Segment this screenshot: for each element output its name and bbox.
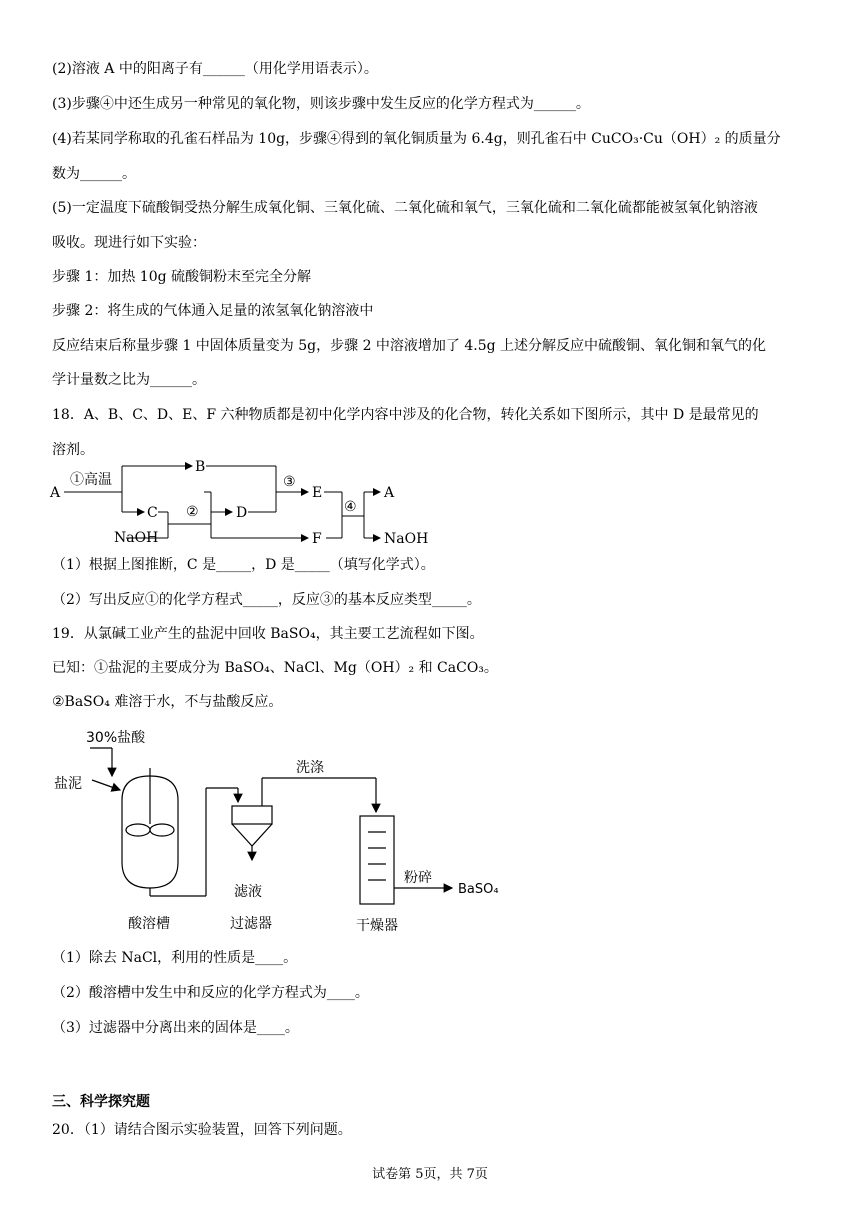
node-C: C [147,505,158,521]
q18-stem-line1: 18．A、B、C、D、E、F 六种物质都是初中化学内容中涉及的化合物，转化关系如下图所示，其中 D 是最常见的 [52,407,759,423]
q19-known2: ②BaSO₄ 难溶于水，不与盐酸反应。 [52,694,283,710]
label-crush: 粉碎 [404,870,432,886]
node-D: D [236,505,248,521]
q18-conversion-diagram [46,456,446,556]
q17-result-line2: 学计量数之比为______。 [52,372,206,388]
label-product-baso4: BaSO₄ [458,882,499,897]
reagent-NaOH: NaOH [114,530,159,546]
product-A: A [384,485,395,501]
q17-step1: 步骤 1：加热 10g 硫酸铜粉末至完全分解 [52,269,312,285]
q17-part5-line1: (5)一定温度下硫酸铜受热分解生成氧化铜、三氧化硫、二氧化硫和氧气，三氧化硫和二氧化硫都能被氢氧化钠溶液 [52,200,758,216]
q17-part4-line2: 数为______。 [52,166,136,182]
filter-unit [232,806,272,824]
q19-process-flow-diagram [50,720,520,940]
label-step2: ② [186,504,199,520]
q18-part1: （1）根据上图推断，C 是_____，D 是_____（填写化学式）。 [52,557,435,573]
label-dryer: 干燥器 [356,918,398,934]
q18-stem-line2: 溶剂。 [52,442,94,458]
label-filtrate: 滤液 [234,884,262,900]
q17-part2: (2)溶液 A 中的阳离子有______（用化学用语表示）。 [52,61,378,77]
q17-part4-line1: (4)若某同学称取的孔雀石样品为 10g，步骤④得到的氧化铜质量为 6.4g，则孔雀石中 CuCO₃·Cu（OH）₂ 的质量分 [52,131,781,147]
dryer-unit [360,816,394,904]
label-hydrochloric-acid: 30%盐酸 [86,730,146,746]
label-filter: 过滤器 [230,916,272,932]
node-B: B [195,459,206,475]
node-E: E [312,485,323,501]
product-NaOH: NaOH [384,531,429,547]
q17-part5-line2: 吸收。现进行如下实验： [52,235,206,251]
q19-part2: （2）酸溶槽中发生中和反应的化学方程式为____。 [52,985,369,1001]
label-step4: ④ [344,499,357,515]
q19-part1: （1）除去 NaCl，利用的性质是____。 [52,950,298,966]
page-footer: 试卷第 5页，共 7页 [372,1167,488,1182]
label-acid-tank: 酸溶槽 [128,916,170,932]
q19-stem: 19．从氯碱工业产生的盐泥中回收 BaSO₄，其主要工艺流程如下图。 [52,626,484,642]
q17-step2: 步骤 2：将生成的气体通入足量的浓氢氧化钠溶液中 [52,303,374,319]
label-step3: ③ [283,474,296,490]
q18-part2: （2）写出反应①的化学方程式_____，反应③的基本反应类型_____。 [52,592,481,608]
q19-known1: 已知：①盐泥的主要成分为 BaSO₄、NaCl、Mg（OH）₂ 和 CaCO₃。 [52,660,498,676]
section-three-heading: 三、科学探究题 [52,1094,150,1110]
q17-result-line1: 反应结束后称量步骤 1 中固体质量变为 5g，步骤 2 中溶液增加了 4.5g 上述分解反应中硫酸铜、氧化铜和氧气的化 [52,338,767,354]
label-salt-mud: 盐泥 [54,776,82,792]
q17-part3: (3)步骤④中还生成另一种常见的氧化物，则该步骤中发生反应的化学方程式为______。 [52,96,590,112]
node-A: A [50,485,61,501]
q20-stem: 20．（1）请结合图示实验装置，回答下列问题。 [52,1122,352,1138]
node-F: F [312,531,322,547]
q19-part3: （3）过滤器中分离出来的固体是____。 [52,1020,299,1036]
label-wash: 洗涤 [296,760,324,776]
label-step1-high-temp: ①高温 [70,472,112,488]
